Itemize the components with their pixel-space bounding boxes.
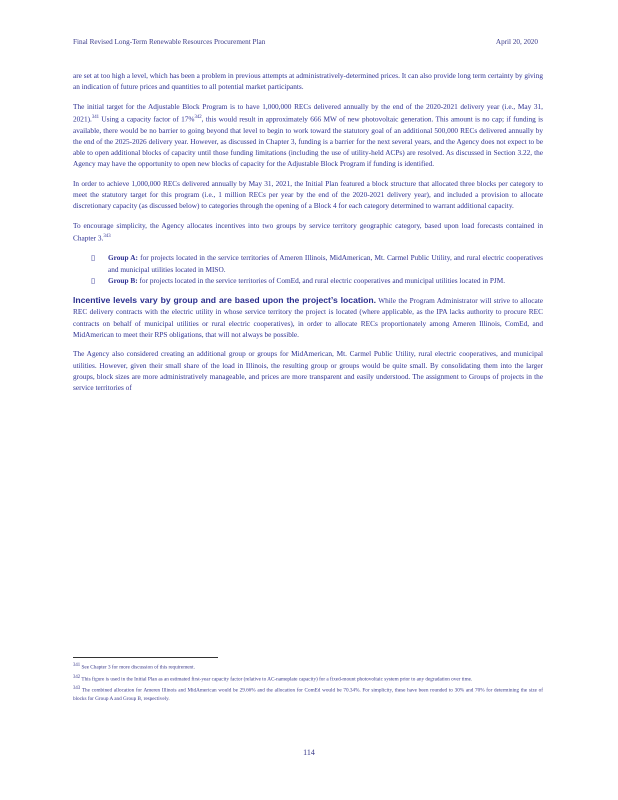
footnote-ref-341[interactable]: 341 — [91, 115, 100, 121]
paragraph-3: In order to achieve 1,000,000 RECs delivered annually by May 31, 2021, the Initial Plan featured a block structure that allocated three blocks per category to meet the statutory target for this program (i.e., 1 million RECs per year by the end of the 2020-2021 delivery year), and included a provision to allocate discretionary capacity (as discussed below) to categories through the opening of a Block 4 for each category determined to warrant additional capacity. — [73, 179, 543, 211]
footnotes — [73, 662, 543, 704]
footnote-343 — [73, 685, 543, 703]
footnote-342 — [73, 674, 543, 685]
group-list-item-b — [91, 275, 543, 286]
paragraph-5-text: While the Program Administrator will strive to allocate REC delivery contracts with the electric utility in whose service territory the project is located (where applicable, as the IPA lacks authority to procure REC contracts on behalf of municipal utilities or rural electric cooperatives), in order to allocate RECs proportionately among Ameren Illinois, ComEd, and MidAmerican to meet their RPS obligations, that will not always be possible. — [73, 296, 544, 339]
footnote-ref-343[interactable]: 343 — [103, 234, 111, 240]
footnote-divider — [73, 657, 218, 658]
group-a-label: Group A: — [108, 253, 138, 263]
checkbox-bullet-icon: ▯ — [91, 253, 96, 263]
group-a-text: for projects located in the service territories of Ameren Illinois, MidAmerican, Mt. Carmel Public Utility, and rural electric cooperatives and municipal utilities located in MISO. — [108, 253, 544, 274]
footnote-number: 341 — [73, 663, 81, 668]
header-title: Final Revised Long-Term Renewable Resources Procurement Plan — [73, 38, 266, 46]
paragraph-2 — [73, 101, 543, 170]
footnote-text: This figure is used in the Initial Plan as an estimated first-year capacity factor (relative to AC-nameplate capacity) for a fixed-mount photovoltaic system prior to any degradation over time. — [81, 676, 473, 683]
footnote-number: 343 — [73, 686, 81, 692]
paragraph-5-lead-heading: Incentive levels vary by group and are based upon the project’s location. — [73, 295, 376, 306]
paragraph-6: The Agency also considered creating an additional group or groups for MidAmerican, Mt. Carmel Public Utility, rural electric cooperatives, and municipal utilities. However, given their small share of the load in Illinois, the resulting group or groups would be quite small. By consolidating them into the larger groups, block sizes are more administratively manageable, and prices are more transparent and easily understood. The assignment to Groups of projects in the service territories of — [73, 349, 543, 393]
checkbox-bullet-icon: ▯ — [91, 275, 96, 285]
footnote-number: 342 — [73, 674, 81, 680]
group-b-text: for projects located in the service territories of ComEd, and rural electric cooperatives and municipal utilities located in PJM. — [137, 275, 506, 285]
paragraph-2-part-b: Using a capacity factor of 17% — [99, 114, 195, 124]
group-list — [73, 252, 543, 286]
page-number: 114 — [303, 748, 315, 757]
footnote-text: See Chapter 3 for more discussion of this requirement. — [81, 664, 195, 671]
group-list-item-a — [91, 252, 543, 274]
paragraph-4-text: To encourage simplicity, the Agency allocates incentives into two groups by service territory geographic category, based upon load forecasts contained in Chapter 3. — [73, 221, 543, 243]
body-text — [73, 70, 543, 402]
footnote-341 — [73, 662, 543, 673]
paragraph-2-part-a: The initial target for the Adjustable Block Program is to have 1,000,000 RECs delivered annually by the end of the 2020-2021 delivery year (i.e., May 31, 2021). — [73, 101, 543, 124]
footnote-text: The combined allocation for Ameren Illinois and MidAmerican would be 29.66% and the allocation for ComEd would be 70.34%. For simplicity, these have been rounded to 30% and 70% for determining the size of blocks for Group A and Group B, respectively. — [73, 687, 543, 702]
paragraph-2-part-c: , this would result in approximately 666 MW of new photovoltaic generation. This amount is no cap; if funding is available, there would be no barrier to going beyond that level to begin to work toward the statutory goal of an additional 500,000 RECs delivered annually by the end of the 2025-2026 delivery year. However, as discussed in Chapter 3, funding is a barrier for the next several years, and the Agency does not expect to be able to open additional blocks of capacity until those funding limitations (including the use of utility-held ACPs) are resolved. As discussed in Section 3.22, the Agency may have the opportunity to open new blocks of capacity for the Adjustable Block Program if funding is identified. — [73, 114, 544, 169]
paragraph-4 — [73, 220, 543, 244]
group-b-label: Group B: — [108, 275, 138, 285]
paragraph-5 — [73, 295, 543, 340]
paragraph-1: are set at too high a level, which has been a problem in previous attempts at administratively-determined prices. It can also provide long term certainty by giving an indication of future prices and quantities to all potential market participants. — [73, 71, 543, 92]
header-date: April 20, 2020 — [495, 38, 538, 46]
footnote-ref-342[interactable]: 342 — [194, 115, 202, 121]
